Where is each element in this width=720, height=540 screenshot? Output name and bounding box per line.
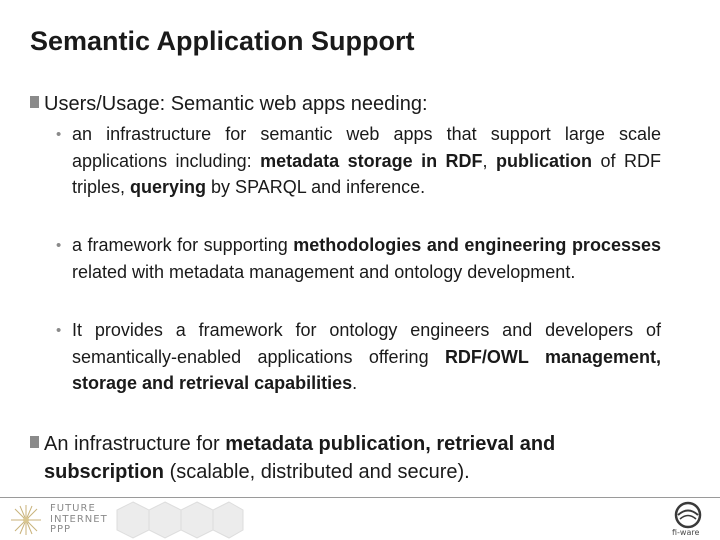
future-internet-burst-icon (6, 503, 46, 537)
second-text2: (scalable, distributed and secure). (164, 461, 470, 483)
sub-bullet-framework (56, 232, 661, 285)
sub3-bold1: RDF/OWL management, storage and retrieval capabilities (72, 346, 661, 393)
sub-bullet-infrastructure (56, 121, 661, 201)
sub1-text4: by SPARQL and inference. (206, 177, 426, 197)
sub-bullet-provides (56, 317, 661, 397)
future-internet-ppp-logo-text (50, 504, 108, 536)
sub2-bold1: methodologies and engineering processes (293, 235, 661, 255)
bullet-users-usage (30, 91, 428, 117)
slide-title: Semantic Application Support (30, 26, 415, 56)
fi-line-1: FUTURE (50, 503, 96, 514)
second-text1: An infrastructure for (44, 433, 226, 455)
hexagon-pattern-icon (115, 500, 245, 540)
sub1-text2: , (482, 150, 497, 171)
sub2-text2: related with metadata management and ontology development. (72, 261, 576, 282)
sub1-bold1: metadata storage in RDF (260, 150, 483, 171)
sub1-text3: of RDF triples, (72, 150, 661, 197)
sub3-text2: . (352, 373, 358, 393)
dot-bullet-icon: • (56, 126, 62, 143)
fi-line-2: INTERNET (50, 513, 108, 525)
square-bullet-icon (30, 436, 39, 448)
dot-bullet-icon: • (56, 322, 62, 339)
sub1-bold2: publication (496, 150, 593, 171)
bullet-infrastructure-metadata (30, 430, 670, 486)
sub2-text1: a framework for supporting (72, 235, 294, 255)
square-bullet-icon (30, 96, 39, 108)
dot-bullet-icon: • (56, 237, 62, 254)
fiware-label: fi-ware (672, 528, 700, 537)
second-bold1: metadata publication, retrieval and subscription (44, 433, 556, 483)
bullet-users-usage-label: Users/Usage: Semantic web apps needing: (44, 93, 428, 115)
sub3-text1: It provides a framework for ontology engineers and developers of semantically-enabled applications offering (72, 320, 661, 367)
sub1-text1: an infrastructure for semantic web apps that support large scale applications including: (72, 124, 661, 171)
sub1-bold3: querying (130, 177, 207, 197)
bullet-infrastructure-text (30, 430, 670, 486)
fi-line-3: PPP (50, 524, 72, 535)
footer-divider (0, 497, 720, 498)
